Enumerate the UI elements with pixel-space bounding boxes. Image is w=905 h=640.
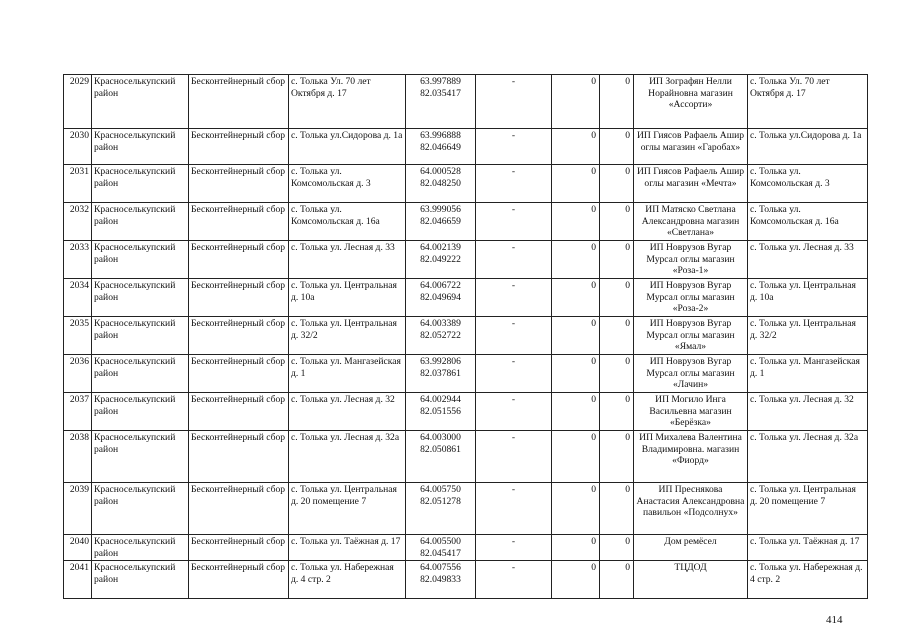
latitude: 64.000528 [420, 166, 461, 177]
count-cell-1: 0 [552, 355, 600, 393]
longitude: 82.046659 [420, 215, 461, 227]
row-id: 2037 [64, 393, 92, 431]
count-cell-1: 0 [552, 75, 600, 129]
count-cell-2: 0 [600, 75, 634, 129]
source-address-cell: с. Толька ул. Таёжная д. 17 [748, 535, 868, 561]
latitude: 63.997889 [420, 76, 461, 87]
dash-cell: - [476, 203, 552, 241]
source-address-cell: с. Толька ул. Лесная д. 33 [748, 241, 868, 279]
coordinates-cell [406, 279, 476, 317]
latitude: 63.999056 [420, 204, 461, 215]
row-id: 2033 [64, 241, 92, 279]
table-row [64, 279, 868, 317]
source-address-cell: с. Толька ул. Мангазейская д. 1 [748, 355, 868, 393]
latitude: 64.005500 [420, 536, 461, 547]
collection-type-cell: Бесконтейнерный сбор [189, 129, 289, 165]
count-cell-1: 0 [552, 279, 600, 317]
table-row [64, 165, 868, 203]
address-cell: с. Толька ул. Центральная д. 10а [289, 279, 406, 317]
address-cell: с. Толька ул. Центральная д. 32/2 [289, 317, 406, 355]
source-address-cell: с. Толька ул. Набережная д. 4 стр. 2 [748, 561, 868, 599]
table-row [64, 355, 868, 393]
coordinates-cell [406, 431, 476, 483]
count-cell-2: 0 [600, 129, 634, 165]
row-id: 2036 [64, 355, 92, 393]
count-cell-2: 0 [600, 203, 634, 241]
coordinates-cell [406, 241, 476, 279]
owner-cell: ИП Новрузов Вугар Мурсал оглы магазин «Роза-2» [634, 279, 748, 317]
row-id: 2030 [64, 129, 92, 165]
address-cell: с. Толька Ул. 70 лет Октября д. 17 [289, 75, 406, 129]
table-row [64, 317, 868, 355]
longitude: 82.051278 [420, 495, 461, 507]
latitude: 64.003389 [420, 318, 461, 329]
district-cell: Красноселькупский район [92, 129, 189, 165]
dash-cell: - [476, 317, 552, 355]
address-cell: с. Толька ул. Комсомольская д. 16а [289, 203, 406, 241]
district-cell: Красноселькупский район [92, 561, 189, 599]
district-cell: Красноселькупский район [92, 393, 189, 431]
district-cell: Красноселькупский район [92, 165, 189, 203]
count-cell-2: 0 [600, 317, 634, 355]
latitude: 64.002139 [420, 242, 461, 253]
count-cell-1: 0 [552, 317, 600, 355]
dash-cell: - [476, 165, 552, 203]
address-cell: с. Толька ул. Лесная д. 33 [289, 241, 406, 279]
longitude: 82.049833 [420, 573, 461, 585]
count-cell-2: 0 [600, 483, 634, 535]
latitude: 64.007556 [420, 562, 461, 574]
latitude: 63.996888 [420, 130, 461, 141]
count-cell-1: 0 [552, 241, 600, 279]
district-cell: Красноселькупский район [92, 483, 189, 535]
owner-cell: ИП Преснякова Анастасия Александровна павильон «Подсолнух» [634, 483, 748, 535]
table-row [64, 535, 868, 561]
count-cell-2: 0 [600, 165, 634, 203]
count-cell-2: 0 [600, 279, 634, 317]
longitude: 82.049222 [420, 253, 461, 265]
source-address-cell: с. Толька ул. Комсомольская д. 3 [748, 165, 868, 203]
coordinates-cell [406, 317, 476, 355]
longitude: 82.051556 [420, 405, 461, 417]
coordinates-cell [406, 535, 476, 561]
table-row [64, 129, 868, 165]
row-id: 2041 [64, 561, 92, 599]
coordinates-cell [406, 129, 476, 165]
owner-cell: ИП Новрузов Вугар Мурсал оглы магазин «Роза-1» [634, 241, 748, 279]
longitude: 82.037861 [420, 367, 461, 379]
coordinates-cell [406, 561, 476, 599]
district-cell: Красноселькупский район [92, 431, 189, 483]
latitude: 64.005750 [420, 484, 461, 495]
row-id: 2038 [64, 431, 92, 483]
longitude: 82.048250 [420, 177, 461, 189]
collection-type-cell: Бесконтейнерный сбор [189, 279, 289, 317]
coordinates-cell [406, 165, 476, 203]
table-row [64, 241, 868, 279]
coordinates-cell [406, 203, 476, 241]
table-row [64, 483, 868, 535]
collection-type-cell: Бесконтейнерный сбор [189, 535, 289, 561]
address-cell: с. Толька ул. Лесная д. 32 [289, 393, 406, 431]
dash-cell: - [476, 483, 552, 535]
owner-cell: Дом ремёсел [634, 535, 748, 561]
longitude: 82.035417 [420, 87, 461, 99]
address-cell: с. Толька ул. Таёжная д. 17 [289, 535, 406, 561]
row-id: 2040 [64, 535, 92, 561]
dash-cell: - [476, 355, 552, 393]
dash-cell: - [476, 393, 552, 431]
dash-cell: - [476, 241, 552, 279]
count-cell-1: 0 [552, 431, 600, 483]
owner-cell: ИП Михалева Валентина Владимировна. магазин «Фиорд» [634, 431, 748, 483]
latitude: 64.003000 [420, 432, 461, 443]
district-cell: Красноселькупский район [92, 279, 189, 317]
row-id: 2031 [64, 165, 92, 203]
coordinates-cell [406, 355, 476, 393]
coordinates-cell [406, 483, 476, 535]
row-id: 2035 [64, 317, 92, 355]
address-cell: с. Толька ул. Комсомольская д. 3 [289, 165, 406, 203]
table-row [64, 561, 868, 599]
owner-cell: ИП Гиясов Рафаель Ашир оглы магазин «Гаробах» [634, 129, 748, 165]
district-cell: Красноселькупский район [92, 535, 189, 561]
source-address-cell: с. Толька ул. Центральная д. 32/2 [748, 317, 868, 355]
longitude: 82.046649 [420, 141, 461, 153]
source-address-cell: с. Толька ул. Лесная д. 32а [748, 431, 868, 483]
dash-cell: - [476, 129, 552, 165]
district-cell: Красноселькупский район [92, 355, 189, 393]
owner-cell: ТЦДОД [634, 561, 748, 599]
row-id: 2032 [64, 203, 92, 241]
owner-cell: ИП Матяско Светлана Александровна магазин «Светлана» [634, 203, 748, 241]
count-cell-1: 0 [552, 129, 600, 165]
count-cell-1: 0 [552, 393, 600, 431]
collection-type-cell: Бесконтейнерный сбор [189, 203, 289, 241]
registry-table [63, 74, 868, 599]
count-cell-1: 0 [552, 561, 600, 599]
address-cell: с. Толька ул. Мангазейская д. 1 [289, 355, 406, 393]
source-address-cell: с. Толька ул. Лесная д. 32 [748, 393, 868, 431]
table-row [64, 431, 868, 483]
collection-type-cell: Бесконтейнерный сбор [189, 393, 289, 431]
count-cell-2: 0 [600, 431, 634, 483]
district-cell: Красноселькупский район [92, 75, 189, 129]
owner-cell: ИП Гиясов Рафаель Ашир оглы магазин «Мечта» [634, 165, 748, 203]
count-cell-2: 0 [600, 561, 634, 599]
owner-cell: ИП Зографян Нелли Норайновна магазин «Ассорти» [634, 75, 748, 129]
coordinates-cell [406, 75, 476, 129]
district-cell: Красноселькупский район [92, 317, 189, 355]
source-address-cell: с. Толька ул.Сидорова д. 1а [748, 129, 868, 165]
owner-cell: ИП Могило Инга Васильевна магазин «Берёзка» [634, 393, 748, 431]
longitude: 82.050861 [420, 443, 461, 455]
collection-type-cell: Бесконтейнерный сбор [189, 241, 289, 279]
dash-cell: - [476, 75, 552, 129]
address-cell: с. Толька ул. Лесная д. 32а [289, 431, 406, 483]
source-address-cell: с. Толька ул. Комсомольская д. 16а [748, 203, 868, 241]
coordinates-cell [406, 393, 476, 431]
dash-cell: - [476, 561, 552, 599]
count-cell-1: 0 [552, 165, 600, 203]
collection-type-cell: Бесконтейнерный сбор [189, 483, 289, 535]
page-number: 414 [826, 614, 843, 626]
latitude: 64.002944 [420, 394, 461, 405]
dash-cell: - [476, 535, 552, 561]
count-cell-1: 0 [552, 203, 600, 241]
table-row [64, 393, 868, 431]
count-cell-2: 0 [600, 355, 634, 393]
collection-type-cell: Бесконтейнерный сбор [189, 431, 289, 483]
dash-cell: - [476, 279, 552, 317]
address-cell: с. Толька ул. Центральная д. 20 помещение 7 [289, 483, 406, 535]
source-address-cell: с. Толька Ул. 70 лет Октября д. 17 [748, 75, 868, 129]
address-cell: с. Толька ул.Сидорова д. 1а [289, 129, 406, 165]
owner-cell: ИП Новрузов Вугар Мурсал оглы магазин «Лачин» [634, 355, 748, 393]
dash-cell: - [476, 431, 552, 483]
count-cell-2: 0 [600, 393, 634, 431]
district-cell: Красноселькупский район [92, 203, 189, 241]
row-id: 2029 [64, 75, 92, 129]
collection-type-cell: Бесконтейнерный сбор [189, 165, 289, 203]
longitude: 82.049694 [420, 291, 461, 303]
count-cell-1: 0 [552, 483, 600, 535]
latitude: 64.006722 [420, 280, 461, 291]
collection-type-cell: Бесконтейнерный сбор [189, 75, 289, 129]
row-id: 2039 [64, 483, 92, 535]
owner-cell: ИП Новрузов Вугар Мурсал оглы магазин «Ямал» [634, 317, 748, 355]
source-address-cell: с. Толька ул. Центральная д. 20 помещение 7 [748, 483, 868, 535]
table-row [64, 75, 868, 129]
address-cell: с. Толька ул. Набережная д. 4 стр. 2 [289, 561, 406, 599]
count-cell-2: 0 [600, 535, 634, 561]
district-cell: Красноселькупский район [92, 241, 189, 279]
source-address-cell: с. Толька ул. Центральная д. 10а [748, 279, 868, 317]
collection-type-cell: Бесконтейнерный сбор [189, 355, 289, 393]
longitude: 82.045417 [420, 547, 461, 559]
collection-type-cell: Бесконтейнерный сбор [189, 561, 289, 599]
count-cell-1: 0 [552, 535, 600, 561]
collection-type-cell: Бесконтейнерный сбор [189, 317, 289, 355]
count-cell-2: 0 [600, 241, 634, 279]
latitude: 63.992806 [420, 356, 461, 367]
table-row [64, 203, 868, 241]
row-id: 2034 [64, 279, 92, 317]
longitude: 82.052722 [420, 329, 461, 341]
